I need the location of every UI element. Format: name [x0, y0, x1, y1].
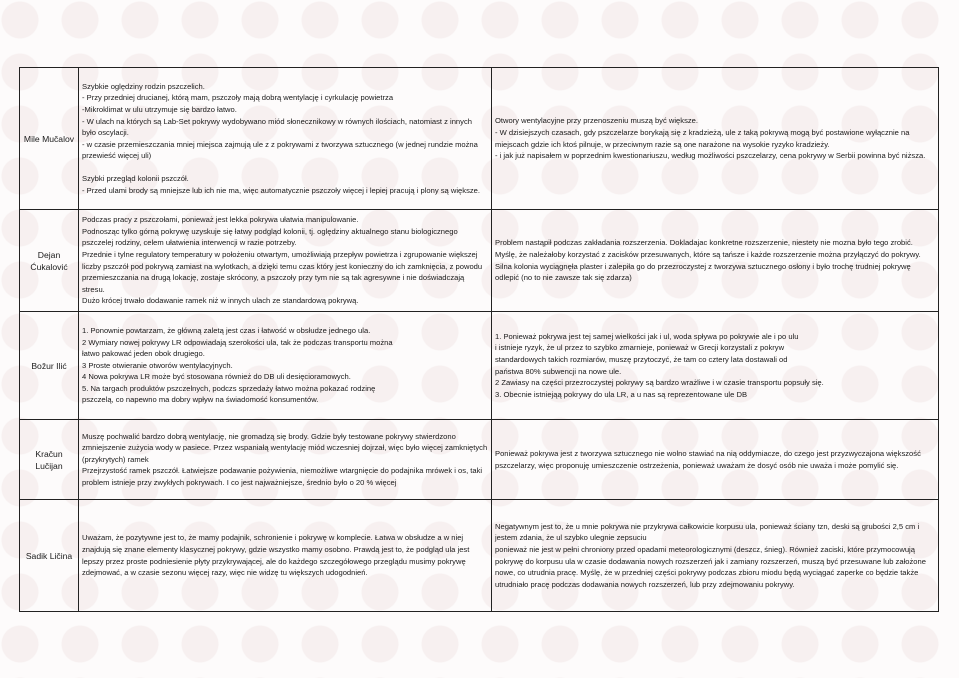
cell-line: państwa 80% subwencji na nowe ule. [495, 366, 622, 376]
cell-line: Przejrzystość ramek pszczół. Łatwiejsze podawanie pożywienia, niemożliwe wtargnięcie do podajnika mrówek i os, taki problem istnieje przy zwykłych pokrywach. I co jest najważniejsze, średnio było o 20 % więcej [82, 466, 483, 487]
cell-line: Ponieważ pokrywa jest z tworzywa sztucznego nie wolno stawiać na nią oddymiacze, do czego jest przyzwyczajona większość pszczelarzy, więc proponuję umieszczenie ostrzeżenia, ponieważ uważam że dosyć osób nie uważa i może pomylić się. [495, 448, 921, 470]
respondent-name: Kračun Lučijan [20, 420, 79, 500]
cell-line: Szybki przegląd kolonii pszczół. [82, 173, 189, 183]
cell-line: - w czasie przemieszczania mniej miejsca zajmują ule z z pokrywami z tworzywa sztucznego (w jednej rundzie można przewieść więcej uli) [82, 139, 478, 161]
cell-line: - i jak już napisałem w poprzednim kwestionariuszu, według możliwości pszczelarzy, cena pokrywy w Serbii powinna być niższa. [495, 151, 926, 161]
table-row [20, 420, 939, 500]
respondent-name: Božur Ilić [20, 312, 79, 420]
table-row [20, 68, 939, 210]
cell-line: Podczas pracy z pszczołami, ponieważ jest lekka pokrywa ułatwia manipulowanie. [82, 215, 359, 225]
cell-line: 5. Na targach produktów pszczelnych, podczs sprzedaży łatwo można pokazać rodzinę [82, 383, 376, 393]
disadvantages-cell [492, 312, 939, 420]
advantages-cell [79, 210, 492, 312]
cell-line: Otwory wentylacyjne przy przenoszeniu muszą być większe. [495, 116, 698, 126]
disadvantages-cell [492, 500, 939, 612]
cell-line: ponieważ nie jest w pełni chroniony przed opadami meteorologicznymi (deszcz, śnieg). Również zaciski, które przymocowują pokrywę do korpusu ula w czasie dodawania nowych rozszerzeń jak i zamiany rozszerzeń, muszą być przesuwane lub założone nowe, co utrudnia pracę. Myślę, że w przedniej części pokrywy podczas zbioru miodu będą wyciągać zaperke co będzie także utrudniało pracę podczas dodawania nowych rozszerzeń, lub przy zdejmowaniu pokrywy. [495, 544, 926, 589]
cell-line: Dużo krócej trwało dodawanie ramek niż w innych ulach ze standardową pokrywą. [82, 296, 359, 306]
respondent-name: Sadik Ličina [20, 500, 79, 612]
cell-line: i istnieje ryzyk, że ul przez to szybko zmarnieje, ponieważ w Grecji korzystali z pokryw [495, 343, 785, 353]
table-row [20, 500, 939, 612]
cell-line: 1. Ponownie powtarzam, że główną zaletą jest czas i łatwość w obsłudze jednego ula. [82, 325, 371, 335]
cell-line: 1. Ponieważ pokrywa jest tej samej wielkości jak i ul, woda spływa po pokrywie ale i po ulu [495, 331, 799, 341]
table-row [20, 210, 939, 312]
disadvantages-cell [492, 68, 939, 210]
cell-line: 2 Zawiasy na części przezroczystej pokrywy są bardzo wrażliwe i w czasie transportu popsuły się. [495, 378, 824, 388]
cell-line: - W ulach na których są Lab-Set pokrywy wydobywano miód słonecznikowy w równych ilościach, natomiast z innych było oscylacji. [82, 116, 472, 138]
advantages-cell [79, 500, 492, 612]
disadvantages-cell [492, 420, 939, 500]
cell-line: 3. Obecnie istniejąą pokrywy do ula LR, a u nas są reprezentowane ule DB [495, 389, 748, 399]
questionnaire-table [19, 67, 939, 612]
advantages-cell [79, 312, 492, 420]
cell-line: 4 Nowa pokrywa LR może być stosowana również do DB uli desięcioramowych. [82, 372, 351, 382]
cell-line: łatwo pakować jeden obok drugiego. [82, 349, 205, 359]
cell-line: -Mikroklimat w ulu utrzymuje się bardzo łatwo. [82, 105, 237, 115]
advantages-cell [79, 420, 492, 500]
cell-line: Szybkie oględziny rodzin pszczelich. [82, 81, 205, 91]
respondent-name: Dejan Ćukalović [20, 210, 79, 312]
cell-line: - Przy przedniej drucianej, którą mam, pszczoły mają dobrą wentylację i cyrkulację powietrza [82, 93, 394, 103]
disadvantages-cell [492, 210, 939, 312]
cell-line [82, 162, 488, 173]
cell-line: Problem nastąpił podczas zakładania rozszerzenia. Dokladajac konkretne rozszerzenie, niestety nie mozna było tego zrobić. Myślę, że należałoby korzystać z zacisków przesuwanych, które są tańsze i każde rozszerzenie można przyłączyć do pokrywy. Silna kolonia wyciągnęła plaster i zalepiła go do przezroczystej z tworzywa sztucznego osłony i było trochę trudniej pokrywę odlepić (no to nie zawsze tak się zdarza) [495, 238, 921, 283]
cell-line: - W dzisiejszych czasach, gdy pszczelarze borykają się z kradzieżą, ule z taką pokrywą mogą być postawione wyłącznie na miejscach gdzie ich ktoś pilnuje, w przeciwnym razie są one narażone na wysokie ryzyko kradzieży. [495, 127, 910, 149]
advantages-cell [79, 68, 492, 210]
cell-line: Muszę pochwalić bardzo dobrą wentylację, nie gromadzą się brody. Gdzie były testowane pokrywy stwierdzono zmniejszenie zużycia wody w pasiece. Przez wspaniałą wentylację miód wczesniej dojrzał, więc było więcej zamkniętych (przykrytych) ramek [82, 431, 488, 464]
cell-line: pszczelą, co napewno ma dobry wpływ na świadomość konsumentów. [82, 395, 319, 405]
cell-line: 3 Proste otwieranie otworów wentylacyjnych. [82, 360, 233, 370]
cell-line: - Przed ulami brody są mniejsze lub ich nie ma, więc automatycznie pszczoły więcej i lepiej pracują i plony są większe. [82, 185, 480, 195]
cell-line: 2 Wymiary nowej pokrywy LR odpowiadają szerokości ula, tak że podczas transportu można [82, 337, 393, 347]
cell-line: Podnosząc tylko górną pokrywę uzyskuje się łatwy podgląd kolonii, tj. oględziny aktualnego stanu biologicznego pszczelej rodziny, celem ułatwienia interwencji w razie potrzeby. [82, 226, 458, 248]
table-row [20, 312, 939, 420]
cell-line: standardowych takich rozmiarów, muszę przytoczyć, że tam co cztery lata dostawali od [495, 354, 788, 364]
cell-line: Negatywnym jest to, że u mnie pokrywa nie przykrywa całkowicie korpusu ula, ponieważ ściany tzn, deski są grubości 2,5 cm i jestem zdania, że ul szybko ulegnie zepsuciu [495, 521, 920, 543]
respondent-name: Mile Mučalov [20, 68, 79, 210]
cell-line: Przednie i tylne regulatory temperatury w położeniu otwartym, umożliwiają przepływ powietrza i zgrupowanie większej liczby pszczół pod pokrywą zamiast na wylotkach, a dzięki temu czas który jest konieczny do ich zamknięcia, z powodu przemieszczania na drugą lokację, zostaje skrócony, a pszczoły przy tym nie są tak agresywne i nie doświadczają stresu. [82, 249, 483, 294]
cell-line: Uważam, że pozytywne jest to, że mamy podajnik, schronienie i pokrywę w komplecie. Łatwa w obsłudze a w niej znajdują się znane elementy klasycznej pokrywy, gdzie wszystko mamy osobno. Prawdą jest to, że podgląd ula jest lepszy przez proste podniesienie płyty przykrywającej, ale do każdego szczegółowego przeglądu musimy pokrywę zdejmować, a w czasie sezonu więcej razy, więc nie widzę tu większych udogodnień. [82, 533, 470, 578]
